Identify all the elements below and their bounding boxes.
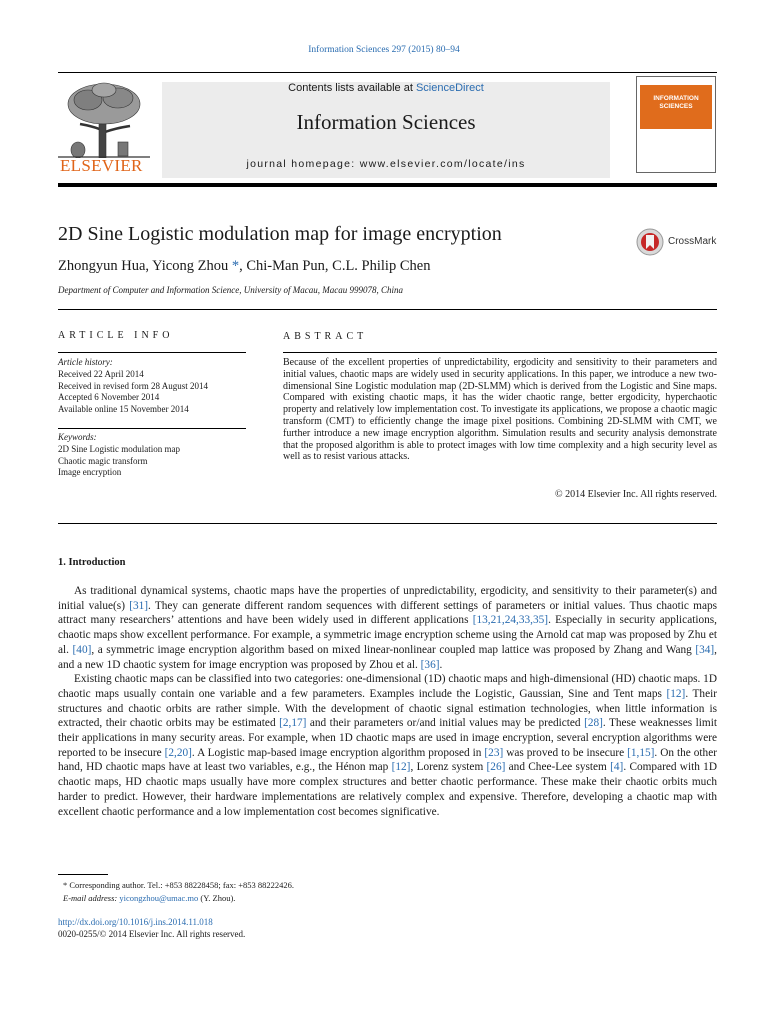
citation-link[interactable]: [4] <box>610 761 624 774</box>
body-text: As traditional dynamical systems, chaotic maps have the properties of unpredictability, ergodicity, and sensitivity to their parameter(s) and initial value(s) <box>58 585 717 612</box>
footnote-rule <box>58 874 108 875</box>
contents-available-line <box>162 82 610 94</box>
body-text: . They can generate different random sequences with different settings of parameters or initial values. Thus chaotic maps attract many researchers’ attentions and have been widely used in different applications <box>58 599 718 627</box>
citation-link[interactable]: [28] <box>584 717 603 730</box>
body-text: . These weaknesses limit their applications in many security areas. For example, when 1D chaotic maps are used in image encryption, several encryption algorithms were reported to be insecure <box>58 717 717 759</box>
contents-prefix: Contents lists available at <box>288 82 416 94</box>
intro-paragraph-2 <box>58 672 717 819</box>
abstract-text: Because of the excellent properties of unpredictability, ergodicity and sensitivity to their parameters and initial values, chaotic maps are widely used in security applications. In this paper, we introduce a new two-dimensional Sine Logistic modulation map (2D-SLMM) which is derived from the Logistic and Sine maps. Compared with existing chaotic maps, it has the wider chaotic range, better ergodicity, hyperchaotic property and relatively low implementation cost. To investigate its applications, we propose a chaotic magic transform (CMT) to efficiently change the image pixel positions. Combining 2D-SLMM with CMT, we further introduce a new image encryption algorithm. Simulation results and security analysis demonstrate that the proposed algorithm is able to protect images with low time complexity and a high security level as well as to resist various attacks. <box>283 357 717 463</box>
body-text: . <box>439 658 443 671</box>
authors-first: Zhongyun Hua, Yicong Zhou <box>58 258 232 274</box>
journal-cover-thumbnail[interactable] <box>636 76 716 173</box>
citation-link[interactable]: [2,20] <box>164 746 192 759</box>
body-text: and Chee-Lee system <box>505 761 611 774</box>
elsevier-logo <box>58 80 158 175</box>
keywords-rule <box>58 428 246 429</box>
journal-name: Information Sciences <box>296 110 476 134</box>
body-text: , a symmetric image encryption algorithm based on mixed linear-nonlinear coupled map lattice was proposed by Zhang and Wang <box>91 643 696 656</box>
email-suffix: (Y. Zhou). <box>198 892 236 903</box>
crossmark-icon <box>636 228 664 256</box>
body-text: . Their structures and chaotic orbits are rather simple. With the development of chaotic signal estimation technologies, when little information is extracted, their chaotic orbits may be estimated <box>58 687 717 730</box>
citation-link[interactable]: [36] <box>420 658 440 671</box>
introduction-body <box>58 584 717 819</box>
body-text: . On the other hand, HD chaotic maps have at least two variables, e.g., the Hénon map <box>58 746 717 774</box>
citation-link[interactable]: [2,17] <box>279 717 307 730</box>
article-history <box>58 357 208 416</box>
body-text: . A Logistic map-based image encryption algorithm proposed in <box>191 746 485 759</box>
doi-block <box>58 916 245 940</box>
corresponding-author-mark[interactable]: * <box>231 258 240 274</box>
header-bottom-rule <box>58 183 717 187</box>
crossmark-label: CrossMark <box>668 236 717 247</box>
keyword-item: 2D Sine Logistic modulation map <box>58 443 180 454</box>
keywords-label: Keywords: <box>58 432 97 442</box>
issn-line: 0020-0255/© 2014 Elsevier Inc. All rights reserved. <box>58 929 246 939</box>
body-text: , Lorenz system <box>410 761 487 774</box>
citation-link[interactable]: [31] <box>129 599 149 612</box>
citation-link[interactable]: [26] <box>486 761 506 774</box>
history-revised: Received in revised form 28 August 2014 <box>58 380 208 391</box>
history-accepted: Accepted 6 November 2014 <box>58 392 160 403</box>
journal-banner <box>162 82 610 178</box>
history-label: Article history: <box>58 357 113 367</box>
history-online: Available online 15 November 2014 <box>58 404 189 415</box>
abstract-heading: ABSTRACT <box>283 331 368 342</box>
email-label: E-mail address: <box>63 892 120 903</box>
citation-link[interactable]: [12] <box>666 687 686 700</box>
journal-homepage[interactable]: journal homepage: www.elsevier.com/locate/ins <box>246 158 526 170</box>
corresponding-author-note: * Corresponding author. Tel.: +853 88228458; fax: +853 88222426. <box>63 880 294 890</box>
author-list <box>58 258 430 275</box>
citation-link[interactable]: [12] <box>391 761 411 774</box>
footnote <box>58 879 294 904</box>
article-info-rule <box>58 352 246 353</box>
elsevier-wordmark: ELSEVIER <box>60 156 143 175</box>
article-title: 2D Sine Logistic modulation map for image encryption <box>58 223 502 245</box>
citation-link[interactable]: [13,21,24,33,35] <box>472 614 549 627</box>
abstract-rule <box>283 352 717 353</box>
email-link[interactable]: yicongzhou@umac.mo <box>119 892 199 903</box>
crossmark-badge[interactable] <box>636 228 726 258</box>
history-received: Received 22 April 2014 <box>58 368 144 379</box>
abstract-bottom-rule <box>58 523 717 524</box>
citation-link[interactable]: [1,15] <box>627 746 655 759</box>
keyword-item: Image encryption <box>58 467 122 478</box>
author-affiliation: Department of Computer and Information Science, University of Macau, Macau 999078, China <box>58 285 403 295</box>
authors-rest: , Chi-Man Pun, C.L. Philip Chen <box>239 258 431 274</box>
body-text: Existing chaotic maps can be classified into two categories: one-dimensional (1D) chaotic maps and high-dimensional (HD) chaotic maps. 1D chaotic maps usually contain one variable and a few parameters. Examples include the Logistic, Gaussian, Sine and Tent maps <box>58 673 717 700</box>
elsevier-tree-icon <box>58 80 150 158</box>
email-note <box>58 892 294 905</box>
section-heading-introduction: 1. Introduction <box>58 557 126 568</box>
body-text: and their parameters or/and initial values may be predicted <box>306 717 585 730</box>
citation-link[interactable]: [40] <box>72 643 92 656</box>
header-top-rule <box>58 72 717 73</box>
affiliation-rule <box>58 309 717 310</box>
keywords-block <box>58 432 180 479</box>
journal-citation[interactable]: Information Sciences 297 (2015) 80–94 <box>308 45 460 55</box>
citation-link[interactable]: [23] <box>484 746 504 759</box>
citation-link[interactable]: [34] <box>695 643 715 656</box>
body-text: was proved to be insecure <box>503 746 628 759</box>
keyword-item: Chaotic magic transform <box>58 455 148 466</box>
article-info-heading: ARTICLE INFO <box>58 330 174 341</box>
body-text: . Compared with 1D chaotic maps, HD chaotic maps usually have more complex structures and better chaotic performance. These make their chaotic orbits much harder to predict. However, their hardware implementations are relatively complex and expensive. Therefore, developing a chaotic map with excellent chaotic performance and a low implementation cost becomes significative. <box>58 761 717 818</box>
abstract-copyright: © 2014 Elsevier Inc. All rights reserved. <box>554 489 717 500</box>
body-text: . Especially in security applications, chaotic maps show excellent performance. For example, a symmetric image encryption scheme using the Arnold cat map was proposed by Zhu et al. <box>58 614 717 656</box>
body-text: , and a new 1D chaotic system for image encryption was proposed by Zhou et al. <box>58 643 717 671</box>
cover-title: INFORMATION SCIENCES <box>640 85 712 129</box>
intro-paragraph-1 <box>58 584 717 672</box>
sciencedirect-link[interactable]: ScienceDirect <box>415 82 484 94</box>
doi-link[interactable]: http://dx.doi.org/10.1016/j.ins.2014.11.018 <box>58 917 213 927</box>
